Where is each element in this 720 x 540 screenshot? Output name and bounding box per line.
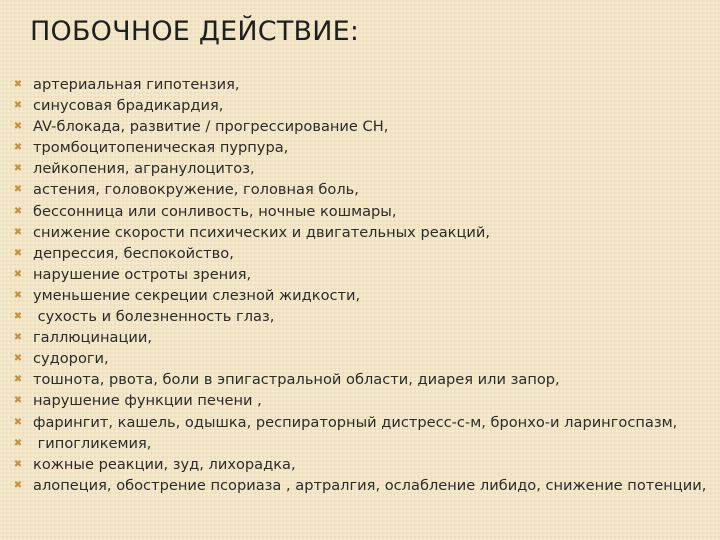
list-item-text: алопеция, обострение псориаза , артралгия, ослабление либидо, снижение потенции, <box>33 476 707 494</box>
list-item <box>11 116 711 137</box>
x-mark-icon: ✖ <box>13 437 23 449</box>
x-mark-icon: ✖ <box>13 268 23 280</box>
list-item-text: галлюцинации, <box>33 329 152 347</box>
x-mark-icon: ✖ <box>13 121 23 133</box>
list-item-text: снижение скорости психических и двигательных реакций, <box>33 223 490 241</box>
x-mark-icon: ✖ <box>13 163 23 175</box>
x-mark-icon: ✖ <box>13 332 23 344</box>
x-mark-icon: ✖ <box>13 479 23 491</box>
list-item <box>11 285 711 306</box>
list-item-text: сухость и болезненность глаз, <box>33 308 275 326</box>
list-item-text: фарингит, кашель, одышка, респираторный дистресс-с-м, бронхо-и ларингоспазм, <box>33 413 678 431</box>
list-item <box>11 158 711 179</box>
list-item-text: уменьшение секреции слезной жидкости, <box>33 286 361 304</box>
list-item-text: астения, головокружение, головная боль, <box>33 181 359 199</box>
list-item-text: AV-блокада, развитие / прогрессирование СН, <box>33 118 389 136</box>
list-item-text: тромбоцитопеническая пурпура, <box>33 139 289 157</box>
list-item <box>11 179 711 200</box>
list-item <box>11 74 711 95</box>
list-item <box>11 454 711 475</box>
list-item <box>11 369 711 390</box>
slide-title: ПОБОЧНОЕ ДЕЙСТВИЕ: <box>30 16 360 47</box>
x-mark-icon: ✖ <box>13 184 23 196</box>
x-mark-icon: ✖ <box>13 247 23 259</box>
x-mark-icon: ✖ <box>13 395 23 407</box>
x-mark-icon: ✖ <box>13 353 23 365</box>
list-item <box>11 412 711 433</box>
list-item <box>11 201 711 222</box>
x-mark-icon: ✖ <box>13 142 23 154</box>
x-mark-icon: ✖ <box>13 79 23 90</box>
x-mark-icon: ✖ <box>13 311 23 323</box>
list-item-text: судороги, <box>33 350 109 368</box>
list-item-text: артериальная гипотензия, <box>33 76 240 93</box>
list-item <box>11 390 711 411</box>
x-mark-icon: ✖ <box>13 416 23 428</box>
list-item-text: бессонница или сонливость, ночные кошмары, <box>33 202 397 220</box>
list-item <box>11 433 711 454</box>
list-item <box>11 348 711 369</box>
list-item-text: лейкопения, агранулоцитоз, <box>33 160 255 178</box>
side-effects-list <box>11 74 711 496</box>
list-item <box>11 327 711 348</box>
list-item-text: синусовая брадикардия, <box>33 97 224 115</box>
list-item-text: кожные реакции, зуд, лихорадка, <box>33 455 296 473</box>
list-item <box>11 243 711 264</box>
list-item-text: гипогликемия, <box>33 434 152 452</box>
list-item <box>11 222 711 243</box>
list-item-text: нарушение остроты зрения, <box>33 265 252 283</box>
list-item-text: тошнота, рвота, боли в эпигастральной области, диарея или запор, <box>33 371 560 389</box>
x-mark-icon: ✖ <box>13 289 23 301</box>
list-item <box>11 306 711 327</box>
list-item <box>11 95 711 116</box>
list-item-text: депрессия, беспокойство, <box>33 244 234 262</box>
x-mark-icon: ✖ <box>13 226 23 238</box>
list-item <box>11 475 711 496</box>
list-item <box>11 264 711 285</box>
list-item-text: нарушение функции печени , <box>33 392 262 410</box>
x-mark-icon: ✖ <box>13 458 23 470</box>
list-item <box>11 137 711 158</box>
x-mark-icon: ✖ <box>13 205 23 217</box>
x-mark-icon: ✖ <box>13 100 23 112</box>
x-mark-icon: ✖ <box>13 374 23 386</box>
